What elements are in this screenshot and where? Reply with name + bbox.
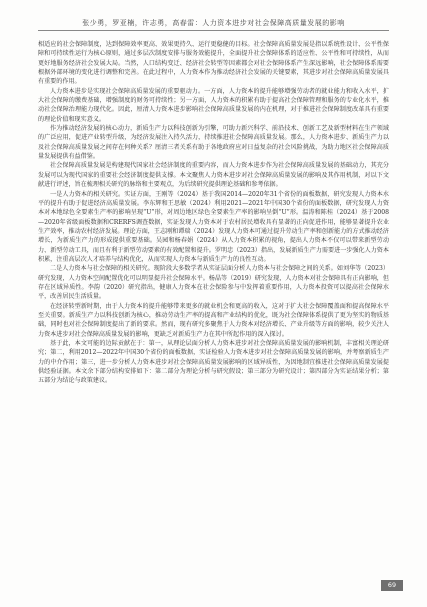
paragraph: 人力资本进步是实现社会保障高质量发展的重要驱动力。一方面，人力资本的提升能够增强劳动者的就业能力和收入水平，扩大社会保障的缴费基础，增强制度的财务可持续性；另一方面，人力资本的积累有助于提高社会保障管理和服务的专业化水平，推动社会保障治理能力现代化。因此，厘清人力资本进步影响社会保障高质量发展的内在机理，对于推进社会保障制度改革具有重要的理论价值和现实意义。 [38, 87, 389, 123]
page-number: 69 [381, 580, 403, 591]
paragraph: 相适应的社会保障制度，达到保障效率更高、效果更持久、运行更稳健的目标。社会保障高质量发展是指以系统性设计、公平性保障和可持续性运行为核心原则，通过多层次制度安排与服务效能提升，全面提升社会保障体系的适应性、公平性和可持续性，从而更好地服务经济社会发展大局。当然，人口结构变迁、经济社会转型等因素都会对社会保障体系产生深远影响，社会保障体系需要根据外部环境的变化进行调整和完善。在此过程中，人力资本作为推动经济社会发展的关键要素，其进步对社会保障高质量发展具有重要的作用。 [38, 41, 389, 86]
paragraph: 社会保障高质量发展是构建现代国家社会经济制度的重要内容，而人力资本进步作为社会保障高质量发展的基础动力，其充分发展可以为现代国家的重要社会经济制度提供支撑。本文聚焦人力资本进步对社会保障高质量发展的影响及其作用机制，对以下文献进行评述，旨在梳理相关研究的脉络和主要观点，为后续研究提供理论基础和参考依据。 [38, 162, 389, 189]
paragraph: 二是人力资本与社会保障的相关研究。现阶段大多数学者从实证层面分析人力资本与社会保障之间的关系。如刘华等（2023）研究发现，人力资本空间配置优化可以明显提升社会保障水平。杨晶等（2019）研究发现，人力资本对社会保障具有正向影响，但存在区域异质性。李韵（2020）研究指出，健康人力资本在社会保险参与中发挥着重要作用，人力资本投资可以提高社会保障水平，改善居民生活质量。 [38, 265, 389, 301]
running-header: 张少勇，罗亚楠，许志勇，高春雷：人力资本进步对社会保障高质量发展的影响 [82, 19, 345, 27]
paragraph: 一是人力资本的相关研究。实证方面，王刚等（2024）基于我国2014—2020年31个省份的面板数据，研究发现人力资本水平的提升有助于促进经济高质量发展。李东辉和王思敏（2024）利用2021—2021年中国30个省份的面板数据，研究发现人力资本对本地绿色全要素生产率的影响呈现“U”形，对周边地区绿色全要素生产率的影响呈倒“U”形。温涛和陈桂（2024）基于2008—2020年省级面板数据和CRERFS调查数据，实证发现人力资本对于农村居民增收具有显著的正向促进作用，能够显著提升农业生产效率，推动农村经济发展。理论方面，王志刚和谭瑞（2024）发现人力资本可通过提升劳动生产率和创新能力的方式推动经济增长，为新质生产力的形成提供重要基础。吴园和杨春娟（2024）从人力资本积累的视角，提出人力资本不仅可以带来新型劳动力、新型劳动工具，而且有利于新型劳动要素的有效配置和提升。罗明忠（2023）指出，发展新质生产力需要进一步强化人力资本积累，注重高层次人才培养与结构优化，从而实现人力资本与新质生产力的良性互动。 [38, 190, 389, 263]
paragraph: 作为推动经济发展的核心动力，新质生产力以科技创新为引擎，可助力新兴科学、前沿技术、创新工艺及新型材料在生产领域的广泛应用，促进产业转型升级，为经济发展注入持久活力，持续推进社会保障高质量发展。那么，人力资本进步、新质生产力以及社会保障高质量发展之间存在何种关系？厘清三者关系有助于各地政府应对日益复杂的社会风险挑战，为助力地区社会保障高质量发展提供有益借鉴。 [38, 125, 389, 161]
paragraph: 基于此，本文可能的边际贡献在于：第一，从理论层面分析人力资本进步对社会保障高质量发展的影响机制，丰富相关理论研究；第二，利用2012—2022年中国30个省份的面板数据，实证检验人力资本进步对社会保障高质量发展的影响，并考察新质生产力的中介作用；第三，进一步分析人力资本进步对社会保障高质量发展影响的区域异质性，为因地制宜推进社会保障高质量发展提供经验证据。本文余下部分结构安排如下：第二部分为理论分析与研究假设；第三部分为研究设计；第四部分为实证结果分析；第五部分为结论与政策建议。 [38, 340, 389, 385]
article-body [38, 40, 389, 386]
paragraph: 在经济转型新时期，由于人力资本的提升能够带来更多的就业机会和更高的收入，这对于扩大社会保障覆盖面和提高保障水平至关重要。新质生产力以科技创新为核心，推动劳动生产率的提高和产业结构的优化，既为社会保障体系提供了更为坚实的物质基础，同时也对社会保障制度提出了新的要求。然而，现有研究多聚焦于人力资本对经济增长、产业升级等方面的影响，较少关注人力资本进步对社会保障高质量发展的影响，更缺乏对新质生产力在其中所起作用的深入探讨。 [38, 302, 389, 338]
header-divider [38, 30, 389, 31]
